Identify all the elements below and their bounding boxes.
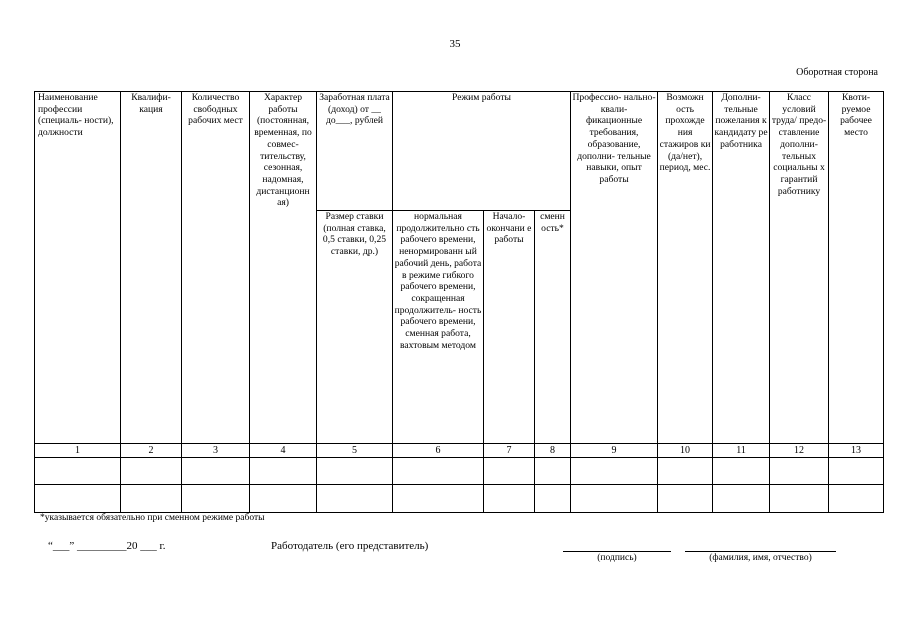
empty-cell[interactable] [535, 485, 571, 513]
date-line[interactable]: “___” _________20 ___ г. [48, 540, 166, 552]
header-salary: Заработная плата (доход) от __ до___, рублей [317, 92, 393, 211]
empty-cell[interactable] [829, 485, 884, 513]
table-row [35, 458, 884, 485]
column-number: 13 [829, 444, 884, 458]
column-number: 11 [713, 444, 770, 458]
empty-cell[interactable] [770, 485, 829, 513]
empty-cell[interactable] [829, 458, 884, 485]
empty-cell[interactable] [571, 458, 658, 485]
column-number: 12 [770, 444, 829, 458]
subheader-hours: нормальная продолжительно сть рабочего времени, ненормированн ый рабочий день, работа в режиме гибкого рабочего времени, сокращенная продолжитель- ность рабочего времени, сменная работа, вахтовым методом [393, 211, 484, 444]
subheader-start-end: Начало- окончани е работы [484, 211, 535, 444]
empty-cell[interactable] [393, 485, 484, 513]
column-number: 8 [535, 444, 571, 458]
empty-cell[interactable] [182, 458, 250, 485]
column-number: 6 [393, 444, 484, 458]
header-wishes: Дополни- тельные пожелания к кандидату ре работника [713, 92, 770, 444]
side-label: Оборотная сторона [796, 67, 878, 78]
header-profession: Наименование профессии (специаль- ности), должности [35, 92, 121, 444]
empty-cell[interactable] [535, 458, 571, 485]
header-quota: Квоти- руемое рабочее место [829, 92, 884, 444]
subheader-shifts: сменн ость* [535, 211, 571, 444]
column-number: 7 [484, 444, 535, 458]
column-number: 4 [250, 444, 317, 458]
column-number: 2 [121, 444, 182, 458]
empty-cell[interactable] [317, 458, 393, 485]
empty-cell[interactable] [317, 485, 393, 513]
subheader-rate: Размер ставки (полная ставка, 0,5 ставки, 0,25 ставки, др.) [317, 211, 393, 444]
empty-cell[interactable] [182, 485, 250, 513]
page-number: 35 [449, 38, 461, 50]
header-internship: Возможн ость прохожде ния стажиров ки (да/нет), период, мес. [658, 92, 713, 444]
vacancy-table [34, 91, 884, 513]
footnote: *указывается обязательно при сменном режиме работы [40, 513, 265, 523]
empty-cell[interactable] [121, 458, 182, 485]
column-number: 9 [571, 444, 658, 458]
header-qualification: Квалифи- кация [121, 92, 182, 444]
column-number: 5 [317, 444, 393, 458]
column-number: 10 [658, 444, 713, 458]
signature-caption: (подпись) [597, 553, 637, 563]
empty-cell[interactable] [713, 485, 770, 513]
name-line[interactable] [685, 551, 836, 552]
table-row [35, 485, 884, 513]
empty-cell[interactable] [35, 485, 121, 513]
column-number: 3 [182, 444, 250, 458]
header-work-mode: Режим работы [393, 92, 571, 211]
header-requirements: Профессио- нально-квали- фикационные требования, образование, дополни- тельные навыки, опыт работы [571, 92, 658, 444]
empty-cell[interactable] [713, 458, 770, 485]
signature-line[interactable] [563, 551, 671, 552]
empty-cell[interactable] [393, 458, 484, 485]
empty-cell[interactable] [35, 458, 121, 485]
name-caption: (фамилия, имя, отчество) [709, 553, 812, 563]
empty-cell[interactable] [484, 458, 535, 485]
empty-cell[interactable] [484, 485, 535, 513]
empty-cell[interactable] [658, 485, 713, 513]
empty-cell[interactable] [250, 458, 317, 485]
empty-cell[interactable] [770, 458, 829, 485]
empty-cell[interactable] [121, 485, 182, 513]
employer-label: Работодатель (его представитель) [271, 540, 429, 552]
header-conditions: Класс условий труда/ предо- ставление дополни- тельных социальны х гарантий работнику [770, 92, 829, 444]
empty-cell[interactable] [571, 485, 658, 513]
column-number: 1 [35, 444, 121, 458]
column-numbers-row [35, 444, 884, 458]
empty-cell[interactable] [658, 458, 713, 485]
header-vacancies: Количество свободных рабочих мест [182, 92, 250, 444]
header-work-type: Характер работы (постоянная, временная, по совмес- тительству, сезонная, надомная, дистанционн ая) [250, 92, 317, 444]
empty-cell[interactable] [250, 485, 317, 513]
